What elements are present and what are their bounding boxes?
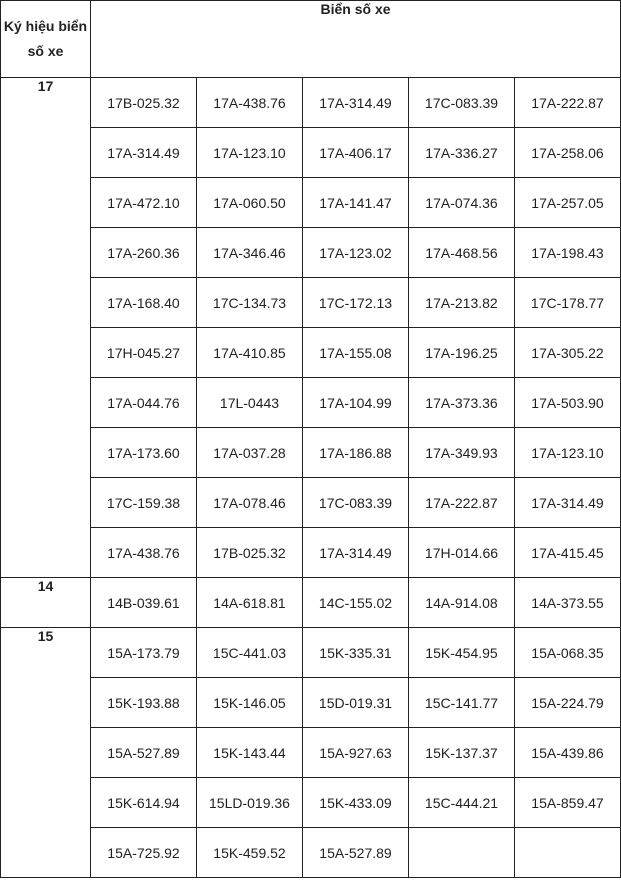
plate-number-cell: 17A-222.87 (409, 478, 515, 528)
plate-number-cell: 17C-083.39 (303, 478, 409, 528)
plate-number-cell: 14A-618.81 (197, 578, 303, 628)
plate-number-cell: 17C-159.38 (91, 478, 197, 528)
plate-number-cell: 17A-155.08 (303, 328, 409, 378)
plate-number-cell: 15D-019.31 (303, 678, 409, 728)
plate-number-cell: 17A-305.22 (515, 328, 621, 378)
plate-code-cell: 17 (1, 78, 91, 578)
plate-number-cell: 17A-196.25 (409, 328, 515, 378)
plate-number-cell: 17A-074.36 (409, 178, 515, 228)
plate-number-cell: 17A-314.49 (515, 478, 621, 528)
plate-number-cell: 17A-415.45 (515, 528, 621, 578)
plate-number-cell: 15K-614.94 (91, 778, 197, 828)
plate-number-cell: 15A-527.89 (91, 728, 197, 778)
plate-number-cell: 17C-172.13 (303, 278, 409, 328)
plate-number-cell (515, 828, 621, 878)
plate-number-cell: 17A-314.49 (303, 78, 409, 128)
plate-number-cell: 17A-173.60 (91, 428, 197, 478)
table-row (1, 828, 621, 878)
plate-number-cell: 15K-454.95 (409, 628, 515, 678)
plate-number-cell: 15A-439.86 (515, 728, 621, 778)
plate-number-cell: 15A-068.35 (515, 628, 621, 678)
table-header-row (1, 1, 621, 78)
table-row (1, 728, 621, 778)
plate-number-cell: 17A-472.10 (91, 178, 197, 228)
table-row (1, 628, 621, 678)
plate-number-cell: 17A-257.05 (515, 178, 621, 228)
plate-number-cell: 17A-468.56 (409, 228, 515, 278)
plate-number-cell: 15K-143.44 (197, 728, 303, 778)
plate-number-cell: 17C-134.73 (197, 278, 303, 328)
plate-number-cell: 17A-141.47 (303, 178, 409, 228)
plate-number-cell: 17B-025.32 (197, 528, 303, 578)
plate-number-cell: 17A-186.88 (303, 428, 409, 478)
plate-number-cell: 17A-336.27 (409, 128, 515, 178)
plate-number-cell: 17C-083.39 (409, 78, 515, 128)
table-row (1, 478, 621, 528)
table-row (1, 778, 621, 828)
plate-number-cell: 17A-037.28 (197, 428, 303, 478)
plate-number-cell: 15A-927.63 (303, 728, 409, 778)
plate-number-cell: 17A-198.43 (515, 228, 621, 278)
column-header-code: Ký hiệu biển số xe (1, 1, 91, 78)
plate-number-cell: 17A-213.82 (409, 278, 515, 328)
plate-number-cell: 15C-141.77 (409, 678, 515, 728)
table-row (1, 578, 621, 628)
plate-number-cell: 17A-168.40 (91, 278, 197, 328)
plate-number-cell: 14B-039.61 (91, 578, 197, 628)
plate-number-cell (409, 828, 515, 878)
plate-number-cell: 15K-193.88 (91, 678, 197, 728)
plate-number-cell: 17A-222.87 (515, 78, 621, 128)
table-row (1, 128, 621, 178)
table-body (1, 78, 621, 878)
plate-number-cell: 17A-123.10 (515, 428, 621, 478)
plate-number-cell: 15K-433.09 (303, 778, 409, 828)
table-row (1, 678, 621, 728)
plate-number-cell: 17A-123.10 (197, 128, 303, 178)
plate-number-cell: 15A-173.79 (91, 628, 197, 678)
table-row (1, 178, 621, 228)
plate-number-cell: 17H-045.27 (91, 328, 197, 378)
plate-number-cell: 17A-104.99 (303, 378, 409, 428)
plate-number-cell: 15K-146.05 (197, 678, 303, 728)
plate-number-cell: 15K-137.37 (409, 728, 515, 778)
plate-number-cell: 17A-044.76 (91, 378, 197, 428)
plate-number-cell: 17A-438.76 (197, 78, 303, 128)
table-row (1, 428, 621, 478)
plate-number-cell: 17A-060.50 (197, 178, 303, 228)
plate-number-cell: 17L-0443 (197, 378, 303, 428)
plate-number-cell: 17A-406.17 (303, 128, 409, 178)
plate-number-cell: 17H-014.66 (409, 528, 515, 578)
plate-number-cell: 17A-260.36 (91, 228, 197, 278)
plate-number-cell: 15A-859.47 (515, 778, 621, 828)
plate-number-cell: 15C-444.21 (409, 778, 515, 828)
plate-number-cell: 15C-441.03 (197, 628, 303, 678)
plate-number-cell: 17A-503.90 (515, 378, 621, 428)
table-row (1, 78, 621, 128)
plate-number-cell: 15A-725.92 (91, 828, 197, 878)
table-row (1, 228, 621, 278)
plate-number-cell: 14A-373.55 (515, 578, 621, 628)
plate-number-cell: 15K-335.31 (303, 628, 409, 678)
plate-number-cell: 15A-224.79 (515, 678, 621, 728)
plate-number-cell: 15A-527.89 (303, 828, 409, 878)
plate-number-cell: 17A-410.85 (197, 328, 303, 378)
plate-code-cell: 15 (1, 628, 91, 878)
plate-number-cell: 15K-459.52 (197, 828, 303, 878)
plate-number-cell: 17B-025.32 (91, 78, 197, 128)
plate-number-cell: 17A-438.76 (91, 528, 197, 578)
plate-number-cell: 14A-914.08 (409, 578, 515, 628)
plate-number-cell: 17A-314.49 (303, 528, 409, 578)
plate-number-cell: 17C-178.77 (515, 278, 621, 328)
plate-code-cell: 14 (1, 578, 91, 628)
plate-number-cell: 17A-078.46 (197, 478, 303, 528)
plate-number-cell: 17A-314.49 (91, 128, 197, 178)
plate-number-cell: 14C-155.02 (303, 578, 409, 628)
plate-number-cell: 17A-123.02 (303, 228, 409, 278)
plate-number-cell: 15LD-019.36 (197, 778, 303, 828)
table-row (1, 278, 621, 328)
plate-number-cell: 17A-258.06 (515, 128, 621, 178)
table-row (1, 328, 621, 378)
column-header-plates: Biển số xe (91, 1, 621, 78)
table-row (1, 378, 621, 428)
plate-number-cell: 17A-349.93 (409, 428, 515, 478)
plate-number-cell: 17A-346.46 (197, 228, 303, 278)
plate-number-cell: 17A-373.36 (409, 378, 515, 428)
table-row (1, 528, 621, 578)
